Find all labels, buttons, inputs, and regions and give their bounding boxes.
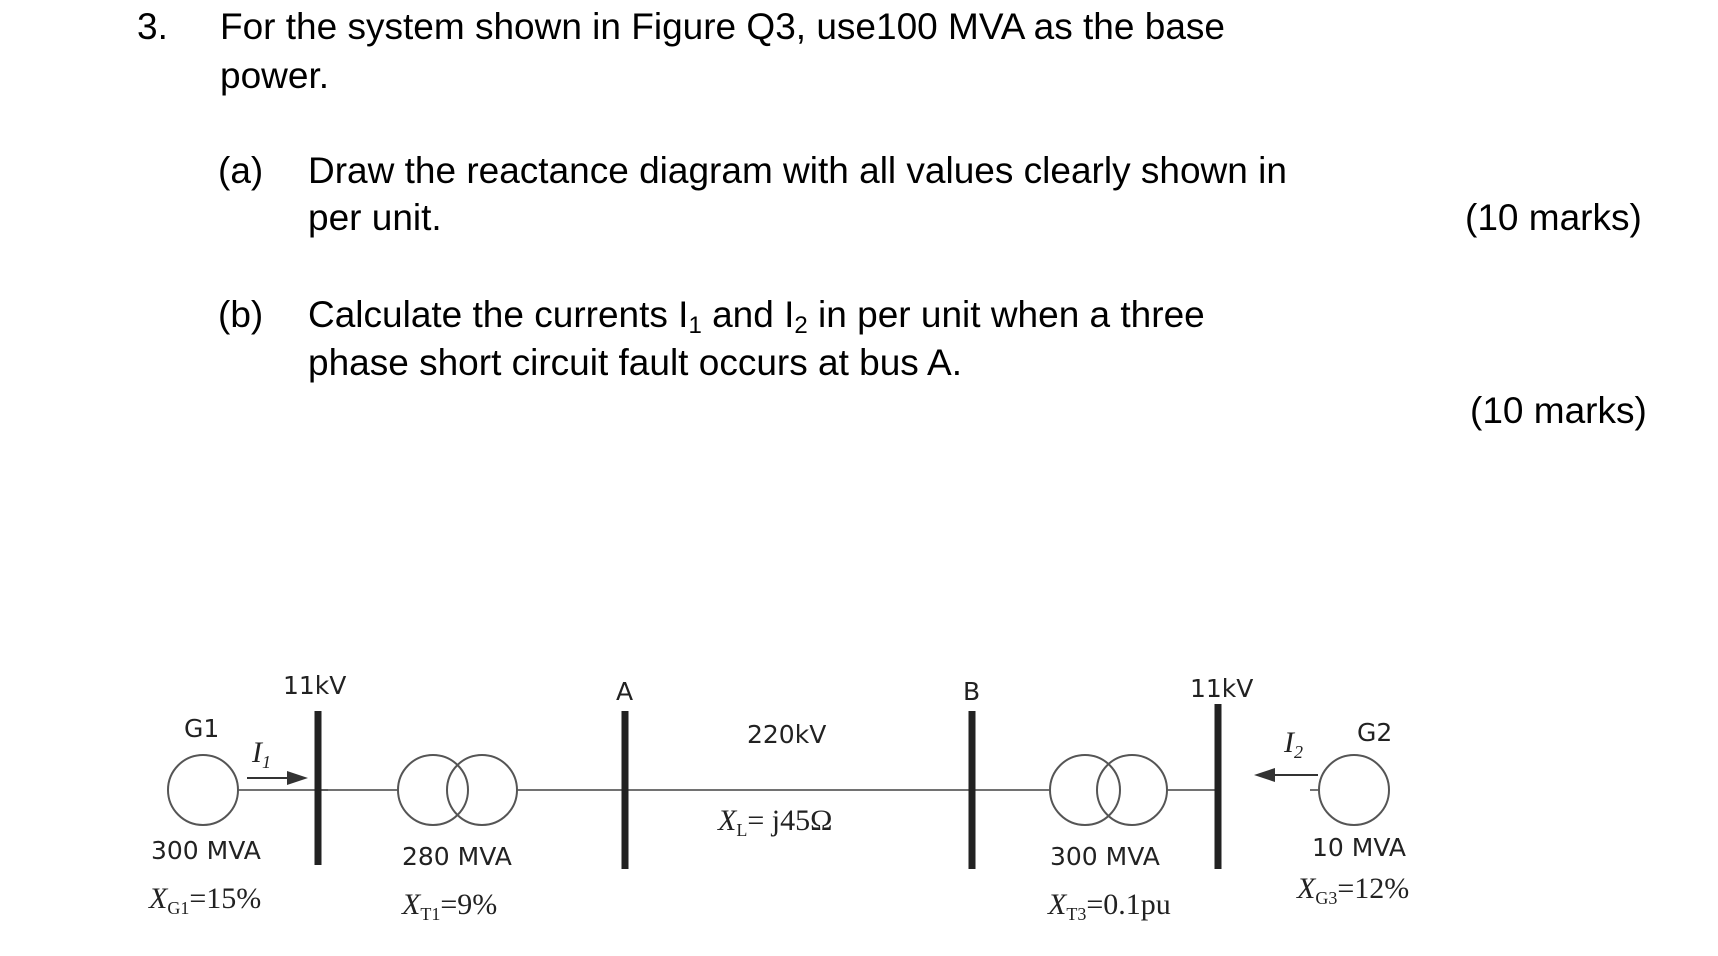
g1-label: G1: [184, 714, 220, 743]
bus-left-voltage: 11kV: [283, 671, 347, 700]
transformer-t1-winding-2: [447, 755, 517, 825]
current-i2-label: $I_2$: [1284, 726, 1303, 762]
part-b-marks: (10 marks): [1470, 390, 1647, 431]
current-i1-arrow-head: [287, 771, 308, 785]
generator-g1-symbol: [168, 755, 238, 825]
t1-reactance: $X_{T1}=9\%$: [402, 888, 498, 924]
part-b-line-1: Calculate the currents $I_1$ and $I_2$ in per unit when a three: [308, 294, 1205, 339]
bus-a-label: A: [616, 677, 634, 706]
t1-rating: 280 MVA: [402, 842, 512, 871]
part-a-line-1: Draw the reactance diagram with all values clearly shown in: [308, 150, 1287, 191]
bus-b-label: B: [963, 677, 981, 706]
g2-reactance: $X_{G3}=12\%$: [1297, 872, 1410, 908]
part-a-label: (a): [218, 150, 264, 191]
part-a-marks: (10 marks): [1465, 197, 1642, 238]
part-b-label: (b): [218, 294, 264, 335]
question-number: 3.: [137, 6, 168, 47]
current-i2-arrow-head: [1254, 768, 1275, 782]
generator-g2-symbol: [1319, 755, 1389, 825]
t3-rating: 300 MVA: [1050, 842, 1160, 871]
transformer-t3-winding-1: [1050, 755, 1120, 825]
t3-reactance: $X_{T3}=0.1pu$: [1048, 888, 1171, 924]
part-b-line-2: phase short circuit fault occurs at bus A.: [308, 342, 962, 383]
g1-rating: 300 MVA: [151, 836, 261, 865]
transformer-t3-winding-2: [1097, 755, 1167, 825]
g1-reactance: $X_{G1}=15\%$: [149, 882, 262, 918]
part-a-line-2: per unit.: [308, 197, 442, 238]
current-i1-label: $I_1$: [252, 736, 271, 772]
question-line-2: power.: [220, 55, 330, 96]
line-reactance: $X_L= j45\Omega$: [718, 804, 833, 840]
line-voltage: 220kV: [747, 720, 827, 749]
g2-label: G2: [1357, 718, 1393, 747]
question-line-1: For the system shown in Figure Q3, use100 MVA as the base: [220, 6, 1225, 47]
bus-right-voltage: 11kV: [1190, 674, 1254, 703]
g2-rating: 10 MVA: [1312, 833, 1406, 862]
